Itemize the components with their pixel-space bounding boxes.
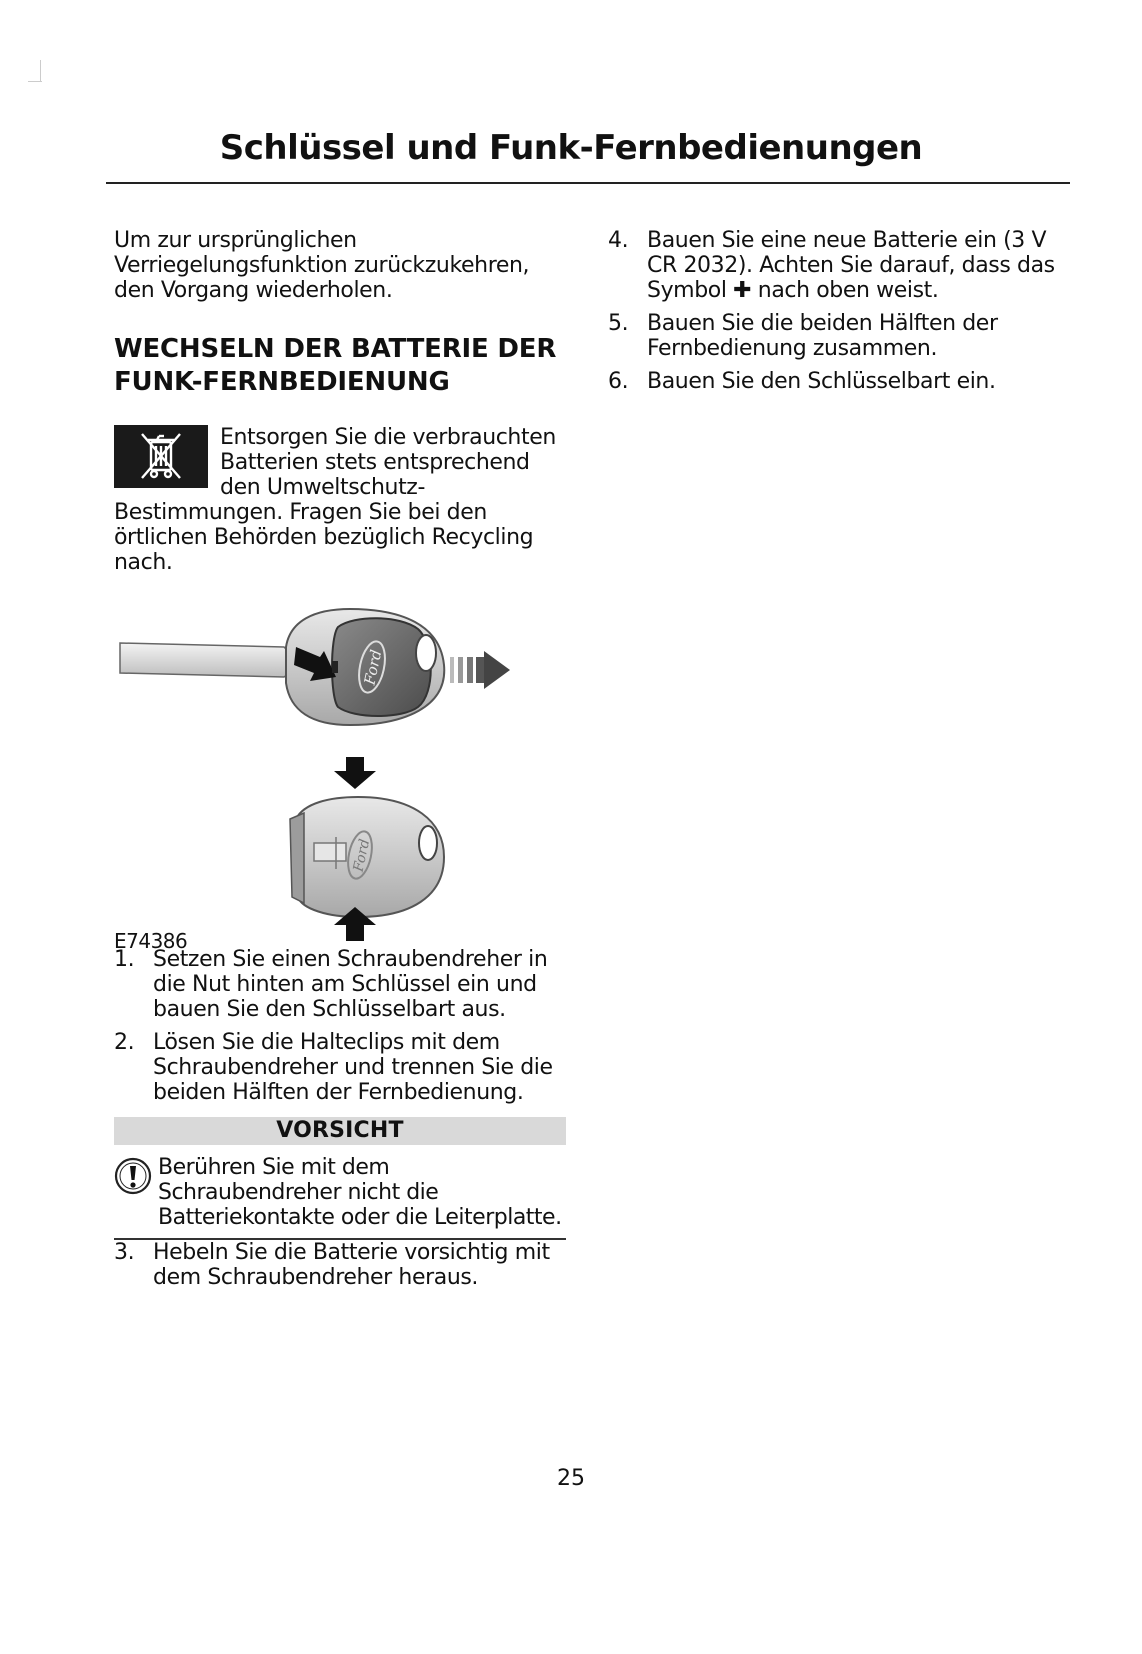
disposal-text: Entsorgen Sie die verbrauchten Batterien stets entsprechend den Umweltschutz-Bestimmungen. Fragen Sie bei den örtlichen Behörden bezüglich Recycling nach. bbox=[114, 425, 556, 575]
list-item bbox=[114, 1030, 566, 1105]
list-item bbox=[608, 369, 1070, 394]
step-number: 3. bbox=[114, 1240, 135, 1265]
crossed-bin-icon bbox=[114, 425, 208, 488]
step-number: 6. bbox=[608, 369, 629, 394]
left-column bbox=[114, 228, 566, 1298]
step-number: 4. bbox=[608, 228, 629, 253]
intro-paragraph: Um zur ursprünglichen Verriegelungsfunktion zurückzukehren, den Vorgang wiederholen. bbox=[114, 228, 530, 303]
key-fob-figure bbox=[114, 607, 566, 953]
step-text: Bauen Sie den Schlüsselbart ein. bbox=[647, 369, 996, 394]
step-text: Lösen Sie die Halteclips mit dem Schraubendreher und trennen Sie die beiden Hälften der Fernbedienung. bbox=[153, 1030, 553, 1105]
step-text: Bauen Sie die beiden Hälften der Fernbedienung zusammen. bbox=[647, 311, 998, 361]
crop-mark bbox=[40, 60, 41, 82]
list-item bbox=[114, 947, 566, 1022]
step-number: 5. bbox=[608, 311, 629, 336]
section-heading: WECHSELN DER BATTERIE DER FUNK-FERNBEDIENUNG bbox=[114, 334, 557, 397]
title-rule bbox=[106, 182, 1070, 184]
caution-box bbox=[114, 1155, 566, 1240]
figure-label: E74386 bbox=[114, 929, 188, 953]
step-text: Bauen Sie eine neue Batterie ein (3 V CR 2032). Achten Sie darauf, dass das Symbol ✚ nach oben weist. bbox=[647, 228, 1055, 303]
page-number: 25 bbox=[557, 1466, 585, 1491]
disposal-note bbox=[114, 425, 566, 575]
ford-logo-text: Ford bbox=[350, 837, 374, 874]
caution-text: Berühren Sie mit dem Schraubendreher nicht die Batteriekontakte oder die Leiterplatte. bbox=[158, 1155, 562, 1230]
step-number: 1. bbox=[114, 947, 135, 972]
steps-list bbox=[114, 1240, 566, 1290]
step-text: Hebeln Sie die Batterie vorsichtig mit dem Schraubendreher heraus. bbox=[153, 1240, 550, 1290]
ford-logo-text: Ford bbox=[360, 648, 386, 687]
list-item bbox=[608, 228, 1070, 303]
caution-heading: VORSICHT bbox=[114, 1117, 566, 1145]
step-number: 2. bbox=[114, 1030, 135, 1055]
crop-mark bbox=[28, 81, 42, 82]
steps-list bbox=[608, 228, 1070, 394]
steps-list bbox=[114, 947, 566, 1105]
page-title: Schlüssel und Funk-Fernbedienungen bbox=[219, 128, 923, 168]
step-text: Setzen Sie einen Schraubendreher in die Nut hinten am Schlüssel ein und bauen Sie den Schlüsselbart aus. bbox=[153, 947, 548, 1022]
key-fob-illustration bbox=[114, 607, 566, 947]
list-item bbox=[114, 1240, 566, 1290]
list-item bbox=[608, 311, 1070, 361]
right-column bbox=[608, 228, 1070, 402]
exclamation-icon bbox=[114, 1155, 158, 1230]
